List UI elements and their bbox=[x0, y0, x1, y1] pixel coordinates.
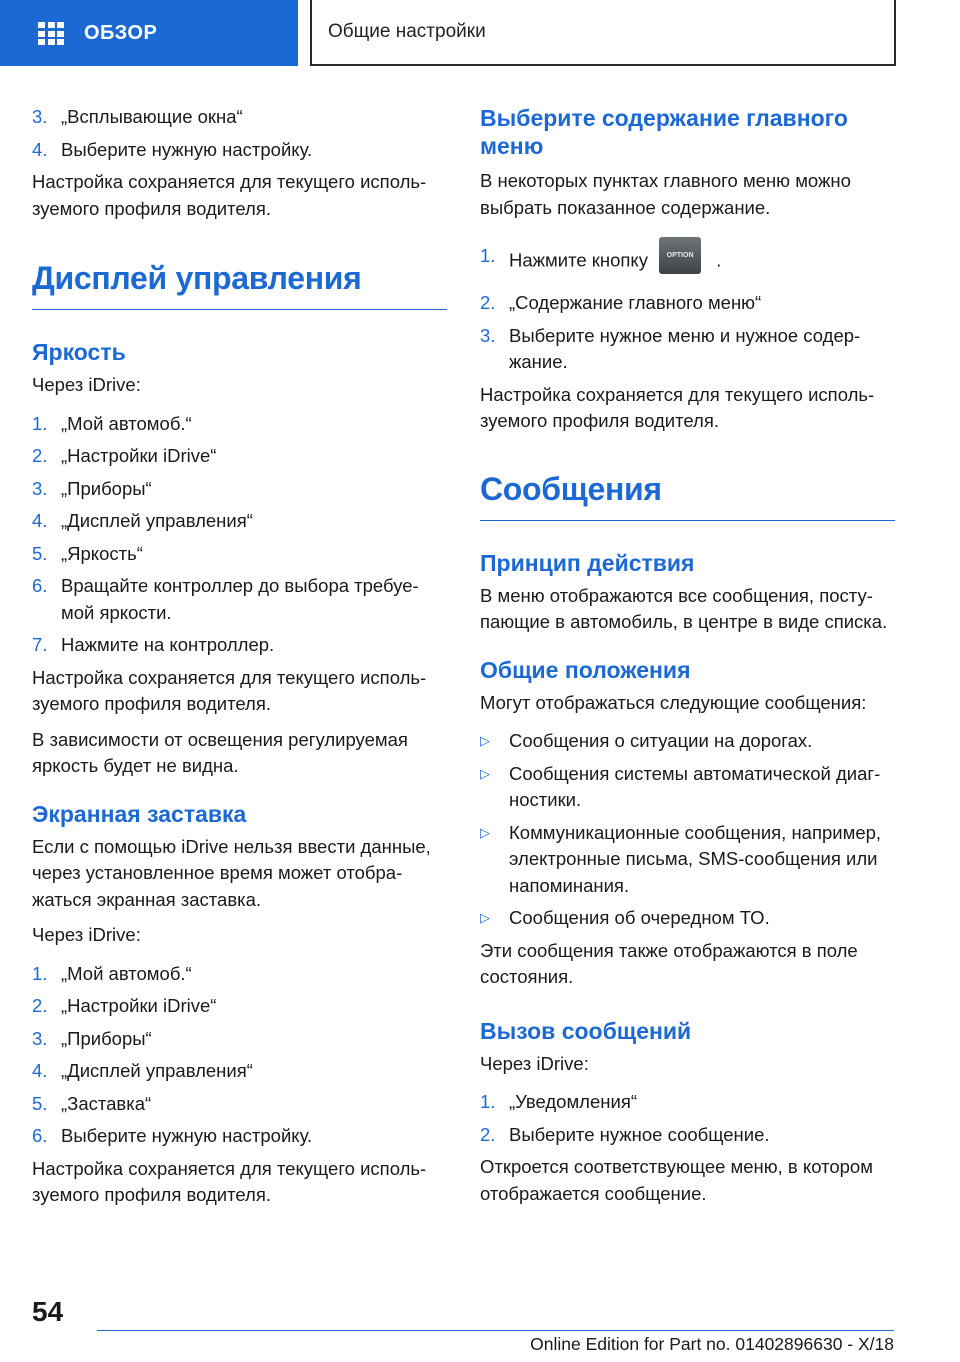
step-text: Выберите нужное меню и нужное содер-жание. bbox=[509, 324, 861, 372]
bullet-item bbox=[480, 905, 895, 932]
step-item bbox=[32, 443, 447, 470]
step-number: 1. bbox=[480, 1091, 496, 1112]
step-number: 4. bbox=[32, 510, 48, 531]
step-number: 1. bbox=[32, 412, 48, 434]
bullet-text: Сообщения системы автоматической диаг-ностики. bbox=[509, 762, 881, 810]
section-header-title: Общие настройки bbox=[328, 21, 486, 42]
step-number: 4. bbox=[32, 1060, 48, 1081]
step-item bbox=[480, 323, 895, 376]
via-idrive-text: Через iDrive: bbox=[480, 1052, 589, 1074]
subheading-general: Общие положения bbox=[480, 656, 691, 683]
via-idrive-text: Через iDrive: bbox=[32, 924, 141, 945]
step-item bbox=[480, 290, 895, 317]
step-item bbox=[480, 1089, 895, 1116]
overview-tab-label: ОБЗОР bbox=[84, 21, 158, 44]
step-text: „Содержание главного меню“ bbox=[509, 292, 762, 313]
left-column bbox=[32, 104, 447, 1218]
step-number: 3. bbox=[32, 1027, 48, 1049]
step-number: 5. bbox=[32, 542, 48, 564]
subheading-main-menu-content: Выберите содержание главного меню bbox=[480, 105, 848, 159]
step-text: Вращайте контроллер до выбора требуе-мой яркости. bbox=[61, 575, 419, 623]
step-number: 7. bbox=[32, 634, 48, 655]
triangle-bullet-icon: ▷ bbox=[480, 824, 490, 840]
step-text: Нажмите на контроллер. bbox=[61, 634, 275, 655]
step-number: 2. bbox=[480, 292, 496, 313]
step-text: „Настройки iDrive“ bbox=[61, 995, 217, 1016]
step-item bbox=[32, 1058, 447, 1085]
step-item bbox=[32, 1123, 447, 1150]
page-number: 54 bbox=[32, 1296, 64, 1327]
step-number: 6. bbox=[32, 575, 48, 596]
step-item bbox=[480, 1122, 895, 1149]
main-menu-description: В некоторых пунктах главного меню можно выбрать показанное содержание. bbox=[480, 170, 851, 218]
step-number: 5. bbox=[32, 1092, 48, 1114]
triangle-bullet-icon: ▷ bbox=[480, 910, 490, 925]
step-item bbox=[32, 137, 447, 164]
profile-note: Настройка сохраняется для текущего исполь-зуемого профиля водителя. bbox=[32, 171, 427, 219]
brightness-visibility-note: В зависимости от освещения регулируемая яркость будет не видна. bbox=[32, 728, 408, 776]
step-text: „Мой автомоб.“ bbox=[61, 412, 192, 434]
right-column bbox=[480, 104, 895, 1216]
step-item bbox=[32, 476, 447, 503]
profile-note: Настройка сохраняется для текущего исполь-зуемого профиля водителя. bbox=[480, 383, 875, 431]
bullet-item bbox=[480, 728, 895, 755]
step-text-suffix: . bbox=[716, 249, 722, 271]
general-description: Могут отображаться следующие сообщения: bbox=[480, 691, 867, 713]
subheading-brightness: Яркость bbox=[32, 339, 126, 365]
step-item bbox=[32, 508, 447, 535]
step-text-prefix: Нажмите кнопку bbox=[509, 249, 648, 271]
step-text: „Настройки iDrive“ bbox=[61, 445, 217, 466]
step-item bbox=[32, 541, 447, 568]
edition-info: Online Edition for Part no. 01402896630 - X/18 bbox=[530, 1334, 894, 1354]
via-idrive-text: Через iDrive: bbox=[32, 374, 141, 395]
bullet-text: Сообщения об очередном ТО. bbox=[509, 907, 770, 928]
step-text: „Яркость“ bbox=[61, 542, 143, 564]
step-number: 1. bbox=[32, 962, 48, 984]
principle-description: В меню отображаются все сообщения, посту-пающие в автомобиль, в центре в виде списка. bbox=[480, 584, 888, 632]
step-text: Выберите нужное сообщение. bbox=[509, 1123, 770, 1145]
step-text: „Заставка“ bbox=[61, 1092, 152, 1114]
option-button-icon bbox=[659, 237, 701, 274]
triangle-bullet-icon: ▷ bbox=[480, 765, 490, 781]
step-number: 6. bbox=[32, 1125, 48, 1146]
step-item bbox=[32, 961, 447, 988]
bullet-text: Коммуникационные сообщения, например, электронные письма, SMS-сообщения или напоминания. bbox=[509, 821, 882, 896]
option-button-label: OPTION bbox=[666, 252, 694, 259]
subheading-principle: Принцип действия bbox=[480, 549, 695, 576]
step-number: 2. bbox=[32, 995, 48, 1016]
step-text: „Дисплей управления“ bbox=[61, 510, 253, 531]
subheading-call-messages: Вызов сообщений bbox=[480, 1017, 692, 1044]
overview-tab[interactable] bbox=[0, 0, 298, 66]
step-item bbox=[32, 573, 447, 626]
step-text: „Дисплей управления“ bbox=[61, 1060, 253, 1081]
step-item bbox=[32, 411, 447, 438]
bullet-text: Сообщения о ситуации на дорогах. bbox=[509, 730, 813, 751]
section-header bbox=[310, 0, 896, 66]
step-text: „Приборы“ bbox=[61, 1027, 152, 1049]
profile-note: Настройка сохраняется для текущего исполь-зуемого профиля водителя. bbox=[32, 1157, 427, 1205]
step-text: Выберите нужную настройку. bbox=[61, 1125, 313, 1146]
step-number: 4. bbox=[32, 138, 48, 160]
step-item bbox=[32, 993, 447, 1020]
grid-menu-icon bbox=[38, 22, 64, 44]
step-number: 2. bbox=[480, 1123, 496, 1145]
menu-opens-note: Откроется соответствующее меню, в котором отображается сообщение. bbox=[480, 1156, 873, 1204]
step-number: 3. bbox=[32, 477, 48, 499]
step-text: „Мой автомоб.“ bbox=[61, 962, 192, 984]
section-title-messages: Сообщения bbox=[480, 471, 895, 521]
step-text: „Всплывающие окна“ bbox=[61, 106, 243, 127]
profile-note: Настройка сохраняется для текущего исполь-зуемого профиля водителя. bbox=[32, 666, 427, 714]
step-item bbox=[32, 1026, 447, 1053]
bullet-item bbox=[480, 820, 895, 900]
footer-divider bbox=[97, 1330, 894, 1331]
step-number: 1. bbox=[480, 245, 496, 266]
status-field-note: Эти сообщения также отображаются в поле состояния. bbox=[480, 939, 858, 987]
triangle-bullet-icon: ▷ bbox=[480, 733, 490, 748]
step-item bbox=[480, 243, 895, 280]
section-title-control-display: Дисплей управления bbox=[32, 260, 447, 310]
step-number: 3. bbox=[32, 106, 48, 127]
screensaver-description: Если с помощью iDrive нельзя ввести данные, через установленное время может отобра-жаться экранная заставка. bbox=[32, 835, 431, 910]
step-item bbox=[32, 632, 447, 659]
step-text: „Приборы“ bbox=[61, 477, 152, 499]
step-text bbox=[509, 243, 895, 280]
subheading-screensaver: Экранная заставка bbox=[32, 800, 247, 827]
step-item bbox=[32, 1091, 447, 1118]
step-text: „Уведомления“ bbox=[509, 1091, 637, 1112]
step-number: 3. bbox=[480, 324, 496, 346]
step-item bbox=[32, 104, 447, 131]
step-number: 2. bbox=[32, 445, 48, 466]
page-header bbox=[0, 0, 960, 66]
bullet-item bbox=[480, 761, 895, 814]
step-text: Выберите нужную настройку. bbox=[61, 138, 313, 160]
